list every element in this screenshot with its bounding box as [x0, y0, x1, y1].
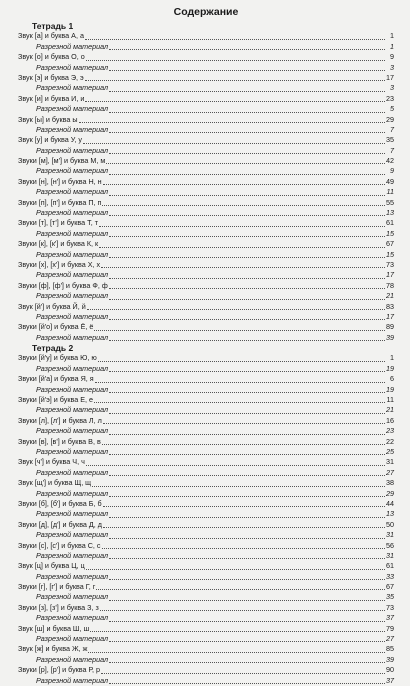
dot-leader [109, 655, 385, 663]
entry-title: Звуки [м], [м'] и буква М, м [18, 156, 106, 166]
page-number: 31 [386, 530, 394, 540]
toc-subentry [18, 42, 394, 52]
toc-subentry [18, 613, 394, 623]
entry-title: Разрезной материал [36, 530, 109, 540]
page-number: 49 [386, 176, 394, 186]
dot-leader [86, 53, 385, 61]
page-number: 61 [386, 218, 394, 228]
toc-subentry [18, 166, 394, 176]
dot-leader [85, 94, 385, 102]
toc-entry [18, 73, 394, 83]
toc-subentry [18, 655, 394, 665]
toc-entry [18, 322, 394, 332]
toc-entry [18, 541, 394, 551]
toc-entry [18, 302, 394, 312]
dot-leader [96, 582, 385, 590]
toc-subentry [18, 104, 394, 114]
toc-subentry [18, 489, 394, 499]
page-number: 39 [386, 654, 394, 664]
page-number: 7 [390, 124, 394, 134]
notebook-heading: Тетрадь 1 [32, 21, 74, 31]
toc-subentry [18, 333, 394, 343]
toc-subentry [18, 676, 394, 686]
dot-leader [109, 468, 385, 476]
page-number: 27 [386, 467, 394, 477]
page-number: 56 [386, 540, 394, 550]
page-number: 5 [390, 104, 394, 114]
toc-entry [18, 218, 394, 228]
entry-title: Разрезной материал [36, 311, 109, 321]
page-number: 17 [386, 72, 394, 82]
entry-title: Разрезной материал [36, 104, 109, 114]
entry-title: Разрезной материал [36, 145, 109, 155]
toc-entry [18, 135, 394, 145]
page-number: 78 [386, 280, 394, 290]
entry-title: Разрезной материал [36, 488, 109, 498]
page-number: 85 [386, 644, 394, 654]
page-number: 17 [386, 311, 394, 321]
toc-subentry [18, 250, 394, 260]
page-number: 1 [390, 41, 394, 51]
page-number: 21 [386, 291, 394, 301]
dot-leader [88, 645, 385, 653]
entry-title: Звуки [з], [з'] и буква З, з [18, 602, 99, 612]
entry-title: Звуки [й'а] и буква Я, я [18, 374, 94, 384]
dot-leader [86, 562, 385, 570]
dot-leader [92, 479, 385, 487]
entry-title: Звук [а] и буква А, а [18, 31, 84, 41]
dot-leader [109, 125, 385, 133]
dot-leader [101, 260, 385, 268]
page-number: 3 [390, 62, 394, 72]
entry-title: Разрезной материал [36, 249, 109, 259]
toc-subentry [18, 530, 394, 540]
entry-title: Звуки [т], [т'] и буква Т, т [18, 218, 99, 228]
entry-title: Разрезной материал [36, 613, 109, 623]
dot-leader [109, 572, 385, 580]
entry-title: Разрезной материал [36, 550, 109, 560]
dot-leader [87, 302, 385, 310]
toc-subentry [18, 312, 394, 322]
dot-leader [102, 541, 385, 549]
entry-title: Разрезной материал [36, 509, 109, 519]
toc-entry [18, 520, 394, 530]
toc-entry [18, 156, 394, 166]
entry-title: Разрезной материал [36, 270, 109, 280]
entry-title: Звук [ы] и буква ы [18, 114, 78, 124]
toc-subentry [18, 426, 394, 436]
page-number: 1 [390, 31, 394, 41]
dot-leader [103, 177, 385, 185]
dot-leader [109, 614, 385, 622]
entry-title: Звуки [н], [н'] и буква Н, н [18, 176, 102, 186]
dot-leader [109, 271, 385, 279]
dot-leader [109, 188, 385, 196]
page-number: 16 [386, 415, 394, 425]
entry-title: Звуки [в], [в'] и буква В, в [18, 436, 101, 446]
toc-subentry [18, 509, 394, 519]
toc-subentry [18, 187, 394, 197]
dot-leader [109, 593, 385, 601]
dot-leader [102, 437, 385, 445]
dot-leader [95, 375, 385, 383]
toc-subentry [18, 468, 394, 478]
page-number: 7 [390, 145, 394, 155]
page-number: 13 [386, 208, 394, 218]
dot-leader [109, 634, 385, 642]
entry-title: Звуки [б], [б'] и буква Б, б [18, 498, 102, 508]
entry-title: Звук [у] и буква У, у [18, 135, 82, 145]
dot-leader [109, 84, 385, 92]
dot-leader [109, 333, 385, 341]
toc-subentry [18, 364, 394, 374]
toc-entry [18, 582, 394, 592]
dot-leader [102, 198, 385, 206]
entry-title: Разрезной материал [36, 467, 109, 477]
dot-leader [86, 458, 385, 466]
entry-title: Разрезной материал [36, 166, 109, 176]
page-number: 37 [386, 675, 394, 685]
dot-leader [109, 292, 385, 300]
entry-title: Разрезной материал [36, 124, 109, 134]
toc-entry [18, 52, 394, 62]
dot-leader [83, 136, 385, 144]
toc-entry [18, 239, 394, 249]
toc-entry [18, 416, 394, 426]
entry-title: Разрезной материал [36, 592, 109, 602]
entry-title: Разрезной материал [36, 571, 109, 581]
page-number: 61 [386, 561, 394, 571]
dot-leader [99, 219, 385, 227]
page-number: 11 [386, 395, 394, 405]
page-number: 67 [386, 239, 394, 249]
toc-entry [18, 624, 394, 634]
page-number: 39 [386, 332, 394, 342]
entry-title: Звуки [л], [л'] и буква Л, л [18, 415, 102, 425]
toc-subentry [18, 405, 394, 415]
page-number: 3 [390, 83, 394, 93]
toc-entry [18, 437, 394, 447]
entry-title: Звук [щ'] и буква Щ, щ [18, 478, 92, 488]
entry-title: Звуки [к], [к'] и буква К, к [18, 239, 99, 249]
entry-title: Разрезной материал [36, 187, 109, 197]
dot-leader [109, 42, 385, 50]
dot-leader [109, 551, 385, 559]
toc-subentry [18, 270, 394, 280]
entry-title: Звук [и] и буква И, и [18, 93, 85, 103]
dot-leader [109, 447, 385, 455]
dot-leader [109, 208, 385, 216]
toc-subentry [18, 447, 394, 457]
toc-subentry [18, 125, 394, 135]
entry-title: Разрезной материал [36, 291, 109, 301]
table-of-contents [18, 21, 394, 686]
page-number: 31 [386, 550, 394, 560]
dot-leader [109, 676, 385, 684]
toc-subentry [18, 551, 394, 561]
entry-title: Разрезной материал [36, 426, 109, 436]
toc-entry [18, 665, 394, 675]
toc-entry [18, 374, 394, 384]
toc-subentry [18, 634, 394, 644]
dot-leader [109, 406, 385, 414]
toc-entry [18, 644, 394, 654]
entry-title: Звуки [й'э] и буква Е, е [18, 395, 94, 405]
toc-subentry [18, 208, 394, 218]
toc-subentry [18, 63, 394, 73]
page-title: Содержание [173, 6, 239, 18]
toc-entry [18, 499, 394, 509]
page-number: 89 [386, 322, 394, 332]
toc-entry [18, 457, 394, 467]
page-number: 13 [386, 509, 394, 519]
dot-leader [109, 229, 385, 237]
entry-title: Звуки [с], [с'] и буква С, с [18, 540, 101, 550]
page-number: 73 [386, 602, 394, 612]
page-number: 9 [390, 166, 394, 176]
page-number: 33 [386, 571, 394, 581]
page-number: 1 [390, 353, 394, 363]
dot-leader [109, 167, 385, 175]
entry-title: Звуки [п], [п'] и буква П, п [18, 197, 102, 207]
toc-entry [18, 115, 394, 125]
toc-subentry [18, 592, 394, 602]
dot-leader [85, 32, 385, 40]
entry-title: Разрезной материал [36, 447, 109, 456]
page-number: 37 [386, 613, 394, 623]
toc-subentry [18, 83, 394, 93]
page-number: 44 [386, 498, 394, 508]
entry-title: Разрезной материал [36, 363, 109, 373]
page-number: 73 [386, 259, 394, 269]
entry-title: Разрезной материал [36, 332, 109, 342]
page-number: 38 [386, 478, 394, 488]
page-number: 15 [386, 228, 394, 238]
entry-title: Звуки [х], [х'] и буква Х, х [18, 259, 101, 269]
page-number: 27 [386, 634, 394, 644]
dot-leader [94, 395, 385, 403]
entry-title: Звуки [д], [д'] и буква Д, д [18, 519, 102, 529]
dot-leader [109, 531, 385, 539]
page-number: 31 [386, 457, 394, 467]
dot-leader [101, 666, 385, 674]
page-number: 25 [386, 447, 394, 456]
toc-subentry [18, 291, 394, 301]
dot-leader [85, 73, 385, 81]
page-number: 79 [386, 623, 394, 633]
toc-entry [18, 198, 394, 208]
toc-entry [18, 478, 394, 488]
dot-leader [98, 354, 385, 362]
dot-leader [109, 105, 385, 113]
entry-title: Звук [й'] и буква Й, й [18, 301, 86, 311]
entry-title: Звуки [ф], [ф'] и буква Ф, ф [18, 280, 108, 290]
entry-title: Разрезной материал [36, 208, 109, 218]
page-number: 22 [386, 436, 394, 446]
entry-title: Разрезной материал [36, 675, 109, 685]
entry-title: Звуки [р], [р'] и буква Р, р [18, 665, 100, 675]
entry-title: Звук [ж] и буква Ж, ж [18, 644, 88, 654]
page-number: 83 [386, 301, 394, 311]
toc-entry [18, 603, 394, 613]
dot-leader [94, 323, 385, 331]
dot-leader [109, 364, 385, 372]
page-number: 29 [386, 488, 394, 498]
dot-leader [109, 146, 385, 154]
entry-title: Звук [э] и буква Э, э [18, 72, 84, 82]
toc-entry [18, 177, 394, 187]
page-number: 19 [386, 384, 394, 394]
dot-leader [109, 427, 385, 435]
page-number: 17 [386, 270, 394, 280]
page-number: 35 [386, 135, 394, 145]
entry-title: Звуки [г], [г'] и буква Г, г [18, 582, 96, 592]
entry-title: Разрезной материал [36, 384, 109, 394]
dot-leader [109, 312, 385, 320]
toc-entry [18, 31, 394, 41]
page-number: 6 [390, 374, 394, 384]
dot-leader [109, 63, 385, 71]
toc-subentry [18, 229, 394, 239]
dot-leader [109, 385, 385, 393]
toc-subentry [18, 146, 394, 156]
page-number: 35 [386, 592, 394, 602]
entry-title: Разрезной материал [36, 62, 109, 72]
dot-leader [106, 156, 385, 164]
toc-subentry [18, 572, 394, 582]
toc-entry [18, 260, 394, 270]
dot-leader [103, 416, 385, 424]
entry-title: Разрезной материал [36, 654, 109, 664]
dot-leader [109, 489, 385, 497]
dot-leader [103, 520, 385, 528]
entry-title: Разрезной материал [36, 83, 109, 93]
page-number: 67 [386, 582, 394, 592]
page-number: 11 [386, 187, 394, 197]
dot-leader [109, 250, 385, 258]
toc-subentry [18, 385, 394, 395]
page-number: 23 [386, 93, 394, 103]
entry-title: Разрезной материал [36, 228, 109, 238]
entry-title: Звуки [й'о] и буква Ё, ё [18, 322, 94, 332]
page-number: 19 [386, 363, 394, 373]
page-number: 90 [386, 665, 394, 675]
entry-title: Разрезной материал [36, 41, 109, 51]
dot-leader [109, 281, 385, 289]
page-number: 50 [386, 519, 394, 529]
page-number: 15 [386, 249, 394, 259]
toc-entry [18, 395, 394, 405]
entry-title: Разрезной материал [36, 634, 109, 644]
entry-title: Звук [о] и буква О, о [18, 52, 85, 62]
dot-leader [79, 115, 386, 123]
toc-entry [18, 281, 394, 291]
page-number: 9 [390, 52, 394, 62]
page-number: 42 [386, 156, 394, 166]
entry-title: Звуки [й'у] и буква Ю, ю [18, 353, 97, 363]
toc-entry [18, 561, 394, 571]
page-number: 55 [386, 197, 394, 207]
dot-leader [99, 240, 385, 248]
toc-entry [18, 94, 394, 104]
dot-leader [100, 603, 385, 611]
entry-title: Разрезной материал [36, 405, 109, 415]
dot-leader [109, 510, 385, 518]
notebook-heading: Тетрадь 2 [32, 343, 74, 354]
entry-title: Звук [ц] и буква Ц, ц [18, 561, 85, 571]
page-number: 23 [386, 426, 394, 436]
dot-leader [90, 624, 385, 632]
entry-title: Звук [ш] и буква Ш, ш [18, 623, 90, 633]
page-number: 29 [386, 114, 394, 124]
dot-leader [103, 499, 385, 507]
toc-entry [18, 354, 394, 364]
entry-title: Звук [ч'] и буква Ч, ч [18, 457, 85, 467]
page-number: 21 [386, 405, 394, 415]
